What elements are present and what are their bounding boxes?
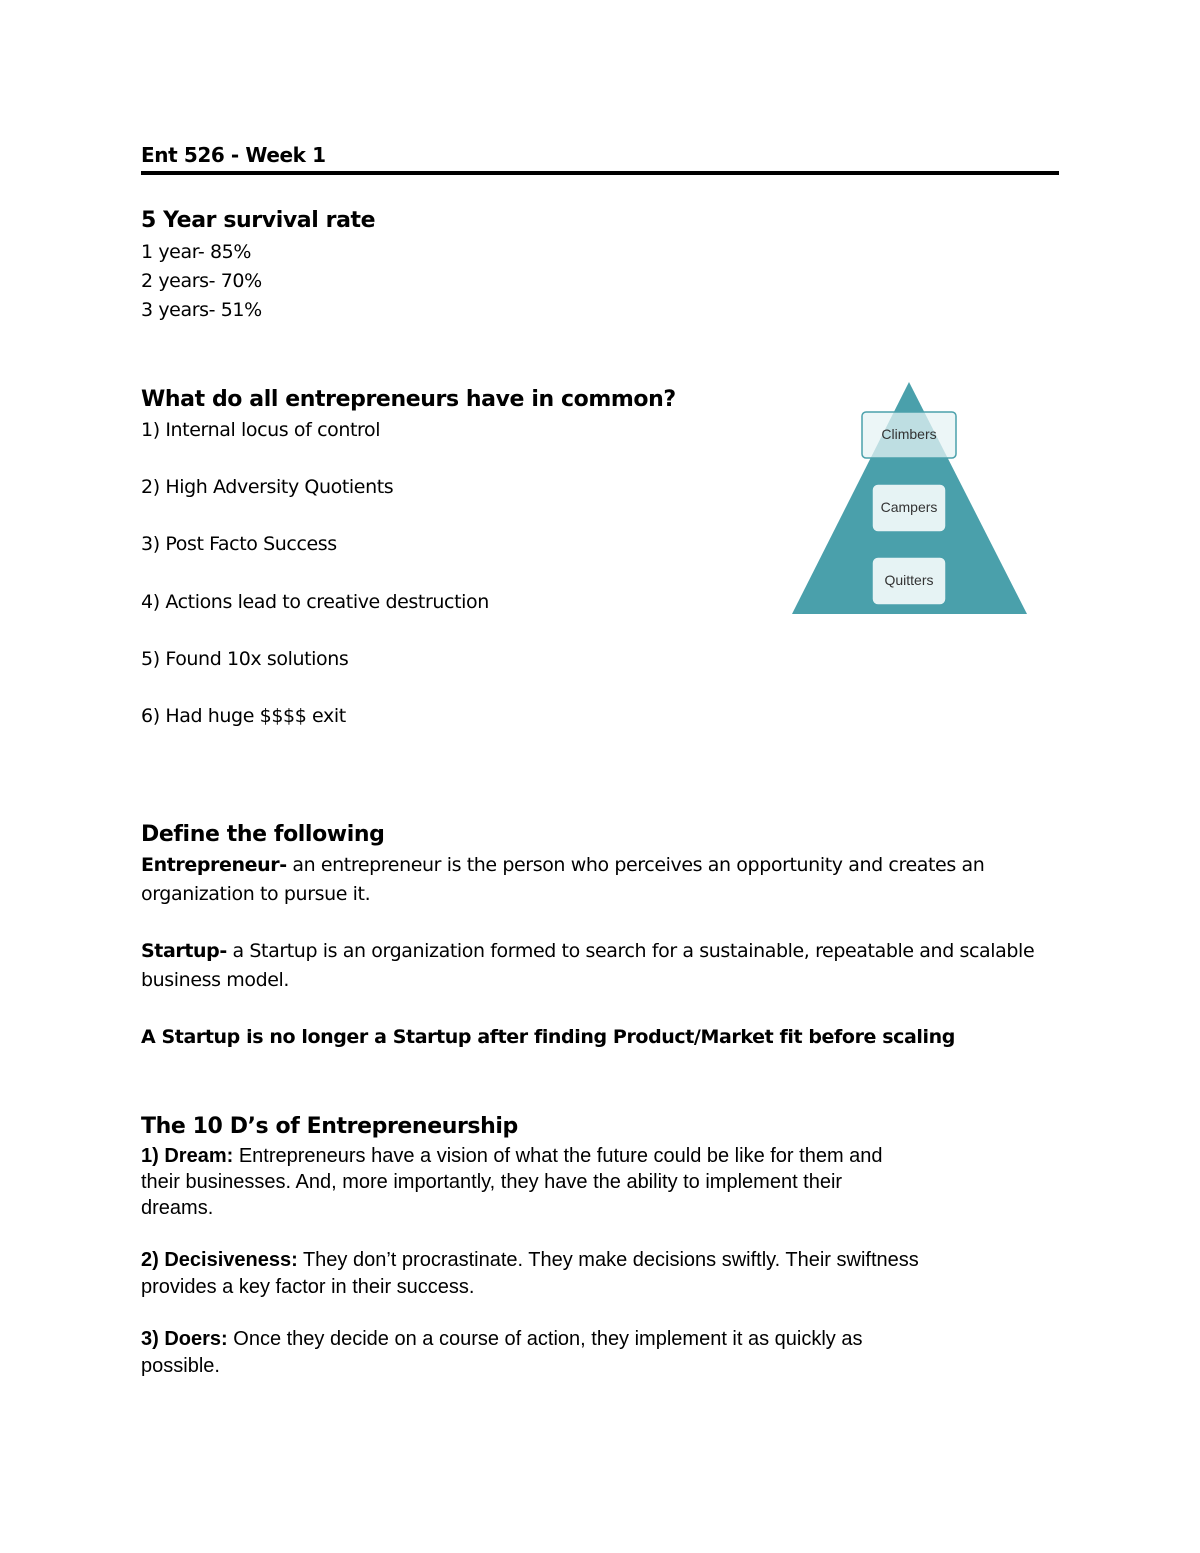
entrepreneur-def-line1: an entrepreneur is the person who perceives an opportunity and creates an [292,854,985,876]
entrepreneur-def-line2: organization to pursue it. [141,883,371,905]
common-heading: What do all entrepreneurs have in common? [141,387,676,412]
document-title: Ent 526 - Week 1 [141,143,326,167]
tend-term: 3) Doers: [141,1328,228,1350]
pyramid-label-quitters: Quitters [884,572,934,588]
survival-item: 1 year- 85% [141,241,252,263]
define-heading: Define the following [141,822,385,847]
startup-term: Startup- [141,940,227,962]
tend-item-dream-line3: dreams. [141,1197,214,1219]
tend-item-dream-line2: their businesses. And, more importantly, they have the ability to implement their [141,1171,843,1193]
pyramid-label-climbers: Climbers [881,426,937,442]
pyramid-diagram [790,380,1030,620]
common-item: 4) Actions lead to creative destruction [141,591,489,613]
startup-definition [141,940,1034,962]
common-item: 6) Had huge $$$$ exit [141,705,346,727]
tend-text: Entrepreneurs have a vision of what the future could be like for them and [233,1145,883,1167]
startup-note: A Startup is no longer a Startup after finding Product/Market fit before scaling [141,1026,955,1048]
tend-item-doers-line2: possible. [141,1355,220,1377]
survival-item: 3 years- 51% [141,299,262,321]
tend-item-decisiveness-line2: provides a key factor in their success. [141,1276,475,1298]
survival-item: 2 years- 70% [141,270,262,292]
startup-def-line2: business model. [141,969,290,991]
tend-term: 1) Dream: [141,1145,234,1167]
pyramid-svg [790,380,1030,620]
entrepreneur-definition [141,854,984,876]
entrepreneur-term: Entrepreneur- [141,854,287,876]
title-rule [141,171,1059,175]
tend-term: 2) Decisiveness: [141,1249,298,1271]
pyramid-label-campers: Campers [880,499,938,515]
common-item: 5) Found 10x solutions [141,648,349,670]
tend-item-doers-line1 [141,1326,862,1353]
tend-text: Once they decide on a course of action, they implement it as quickly as [227,1328,863,1350]
tends-heading: The 10 D’s of Entrepreneurship [141,1114,518,1139]
common-item: 3) Post Facto Success [141,533,337,555]
tend-text: They don’t procrastinate. They make decisions swiftly. Their swiftness [297,1249,919,1271]
survival-heading: 5 Year survival rate [141,208,376,233]
tend-item-dream-line1 [141,1143,883,1170]
common-item: 2) High Adversity Quotients [141,476,394,498]
common-item: 1) Internal locus of control [141,419,381,441]
tend-item-decisiveness-line1 [141,1247,919,1274]
startup-def-line1: a Startup is an organization formed to search for a sustainable, repeatable and scalable [232,940,1035,962]
